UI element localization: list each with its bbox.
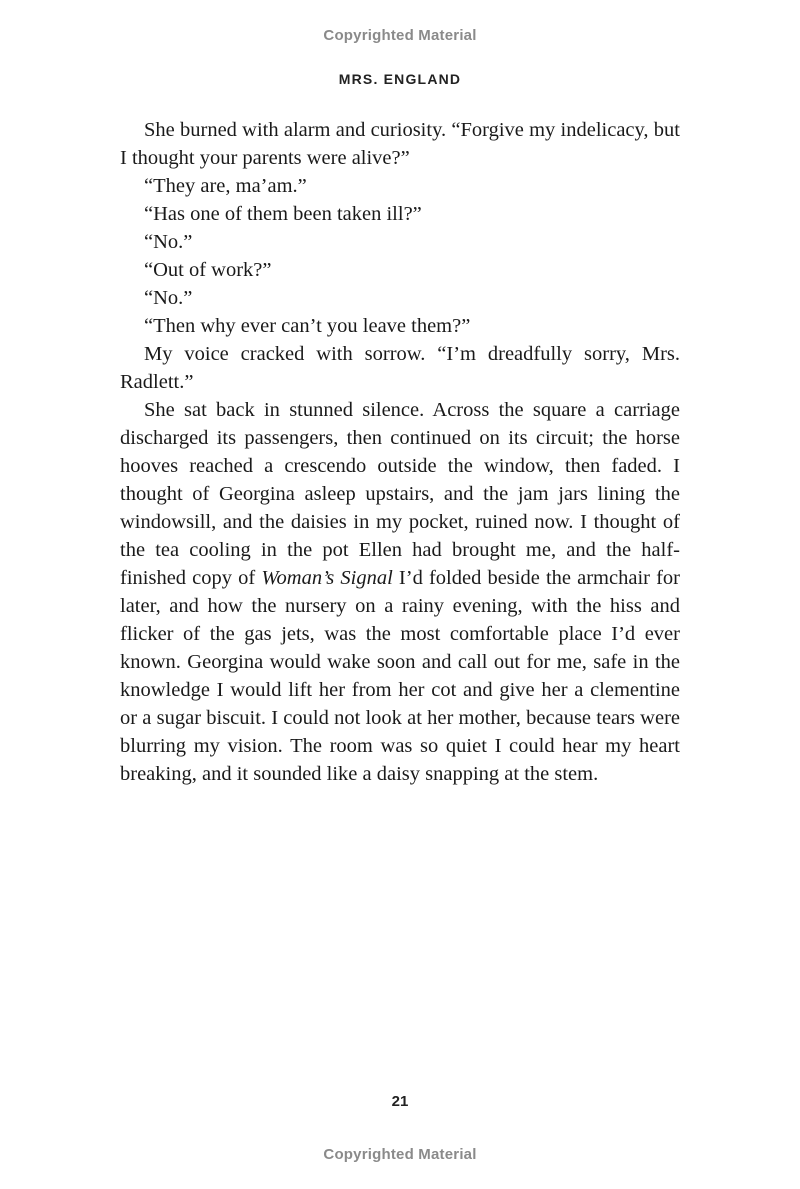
watermark-bottom: Copyrighted Material bbox=[323, 1146, 477, 1163]
paragraph-long bbox=[120, 396, 680, 788]
paragraph: “Then why ever can’t you leave them?” bbox=[144, 315, 471, 337]
paragraph: “They are, ma’am.” bbox=[144, 175, 307, 197]
italic-title: Woman’s Signal bbox=[261, 567, 393, 589]
paragraph: She burned with alarm and curiosity. “Forgive my indelicacy, but I thought your parents were alive?” bbox=[120, 119, 680, 169]
body-text bbox=[120, 116, 680, 788]
watermark-top: Copyrighted Material bbox=[323, 27, 477, 44]
page-number: 21 bbox=[391, 1093, 409, 1110]
paragraph: “No.” bbox=[144, 287, 193, 309]
paragraph: “No.” bbox=[144, 231, 193, 253]
paragraph: “Out of work?” bbox=[144, 259, 272, 281]
paragraph-lead: She sat back in stunned silence. Across the square a carriage discharged its passengers, then continued on its circuit; the horse hooves reached a crescendo outside the window, then faded. I thought of Georgina asleep upstairs, and the jam jars lining the windowsill, and the daisies in my pocket, ruined now. I thought of the tea cooling in the pot Ellen had brought me, and the half-finished copy of bbox=[120, 399, 680, 589]
paragraph: “Has one of them been taken ill?” bbox=[144, 203, 422, 225]
running-head: MRS. ENGLAND bbox=[338, 71, 462, 87]
paragraph: My voice cracked with sorrow. “I’m dreadfully sorry, Mrs. Radlett.” bbox=[120, 343, 680, 393]
paragraph-tail: I’d folded beside the armchair for later, and how the nursery on a rainy evening, with the hiss and flicker of the gas jets, was the most comfortable place I’d ever known. Georgina would wake soon and call out for me, safe in the knowledge I would lift her from her cot and give her a clementine or a sugar biscuit. I could not look at her mother, because tears were blurring my vision. The room was so quiet I could hear my heart breaking, and it sounded like a daisy snapping at the stem. bbox=[120, 567, 680, 785]
